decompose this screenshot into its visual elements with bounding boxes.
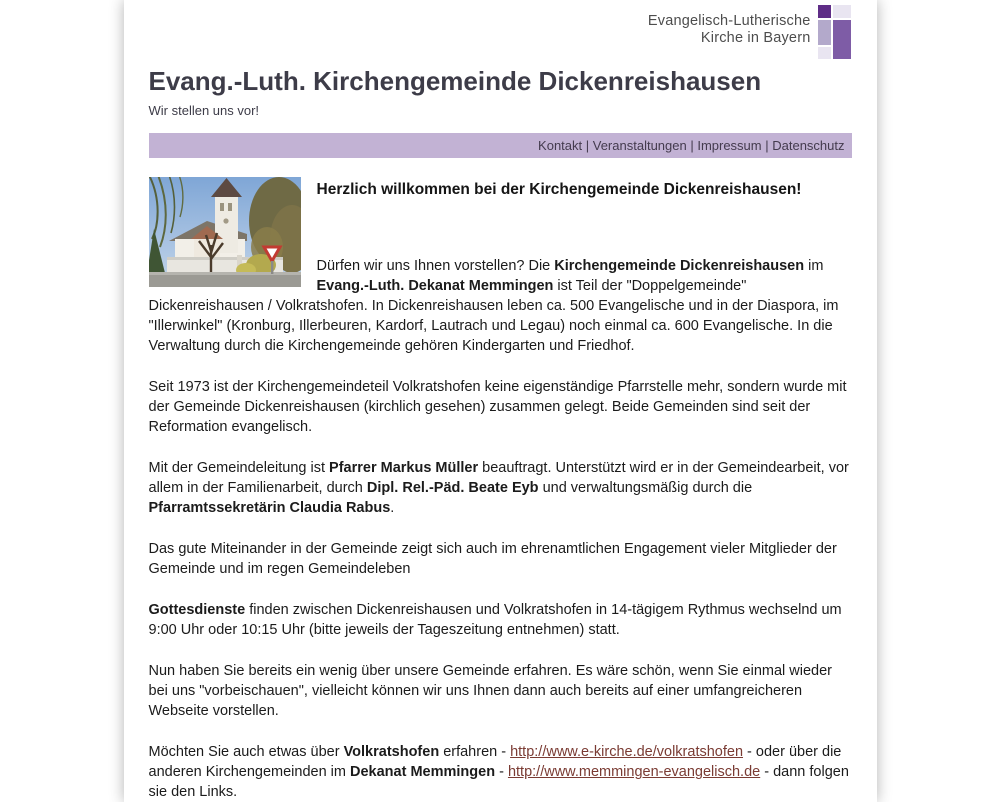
nav-link-impressum[interactable]: Impressum [697,138,762,153]
text-run: - [495,764,508,780]
church-photo [149,177,301,287]
page-subtitle: Wir stellen uns vor! [148,103,260,118]
nav-separator: | [761,138,773,153]
external-link[interactable]: http://www.memmingen-evangelisch.de [507,764,761,780]
paragraph [149,539,852,579]
text-run: ist Teil der "Doppelgemeinde" Dickenreishausen / Volkratshofen. In Dickenreishausen leben ca. 500 Evangelische und in der Diaspora, im "Illerwinkel" (Kronburg, Illerbeuren, Kardorf, Lautrach und Legau) noch einmal ca. 600 Evangelische. In die Verwaltung durch die Kirchengemeinde gehören Kindergarten und Friedhof. [148,278,839,354]
paragraph [149,377,852,437]
text-run: Das gute Miteinander in der Gemeinde zeigt sich auch im ehrenamtlichen Engagement vieler Mitglieder der Gemeinde und im regen Gemeindeleben [148,541,837,577]
elkb-logo [149,0,852,60]
nav-link-kontakt[interactable]: Kontakt [538,138,583,153]
paragraph [149,600,852,640]
cross-bar-tall [833,20,851,59]
text-run: - dann folgen sie den Links. [148,764,849,800]
main-content [149,158,852,802]
main-nav [149,133,852,158]
nav-separator: | [582,138,593,153]
bold-text: Dekanat Memmingen [350,764,496,780]
text-run: finden zwischen Dickenreishausen und Volkratshofen in 14-tägigem Rythmus wechselnd um 9:00 Uhr oder 10:15 Uhr (bitte jeweils der Tageszeitung entnehmen) statt. [148,602,842,638]
bold-text: Pfarrer Markus Müller [329,460,479,476]
logo-line2: Kirche in Bayern [700,30,811,46]
bold-text: Pfarramtssekretärin Claudia Rabus [148,500,391,516]
text-run: Seit 1973 ist der Kirchengemeindeteil Volkratshofen keine eigenständige Pfarrstelle mehr, sondern wurde mit der Gemeinde Dickenreishausen (kirchlich gesehen) zusammen gelegt. Beide Gemeinden sind seit der Reformation evangelisch. [148,379,847,435]
elkb-cross-icon [818,5,852,59]
page-container [124,0,877,802]
bold-text: Dipl. Rel.-Päd. Beate Eyb [366,480,539,496]
bold-text: Kirchengemeinde Dickenreishausen [554,258,805,274]
paragraph [149,661,852,721]
cross-square-pale-right [833,5,851,18]
nav-links [538,138,844,153]
nav-link-veranstaltungen[interactable]: Veranstaltungen [592,138,687,153]
logo-line1: Evangelisch-Lutherische [647,13,811,29]
text-run: beauftragt. Unterstützt wird er in der Gemeindearbeit, vor allem in der Familienarbeit, durch [148,460,849,496]
text-run: Nun haben Sie bereits ein wenig über unsere Gemeinde erfahren. Es wäre schön, wenn Sie einmal wieder bei uns "vorbeischauen", vielleicht können wir uns Ihnen dann auch bereits auf einer umfangreicheren Webseite vorstellen. [148,663,833,719]
elkb-logo-text [648,13,811,47]
text-run: - oder über die anderen Kirchengemeinden im [148,744,842,780]
bold-text: Volkratshofen [343,744,440,760]
text-run: im [804,258,824,274]
text-run: Dürfen wir uns Ihnen vorstellen? Die [316,258,555,274]
text-run: erfahren - [439,744,511,760]
welcome-heading: Herzlich willkommen bei der Kirchengemeinde Dickenreishausen! [316,181,802,198]
bold-text: Gottesdienste [148,602,246,618]
bold-text: Evang.-Luth. Dekanat Memmingen [316,278,554,294]
cross-square-mid [818,20,831,45]
page-title: Evang.-Luth. Kirchengemeinde Dickenreishausen [148,66,762,96]
page-header [149,0,852,118]
church-photo-illustration [149,177,301,287]
text-run: und verwaltungsmäßig durch die [538,480,753,496]
nav-separator: | [686,138,698,153]
external-link[interactable]: http://www.e-kirche.de/volkratshofen [510,744,744,760]
nav-link-datenschutz[interactable]: Datenschutz [772,138,845,153]
article-body [149,256,852,802]
text-run: Möchten Sie auch etwas über [148,744,344,760]
paragraph [149,742,852,802]
text-run: . [390,500,395,516]
text-run: Mit der Gemeindeleitung ist [148,460,330,476]
paragraph [149,458,852,518]
cross-square-dark [818,5,831,18]
cross-square-pale-left [818,47,831,59]
